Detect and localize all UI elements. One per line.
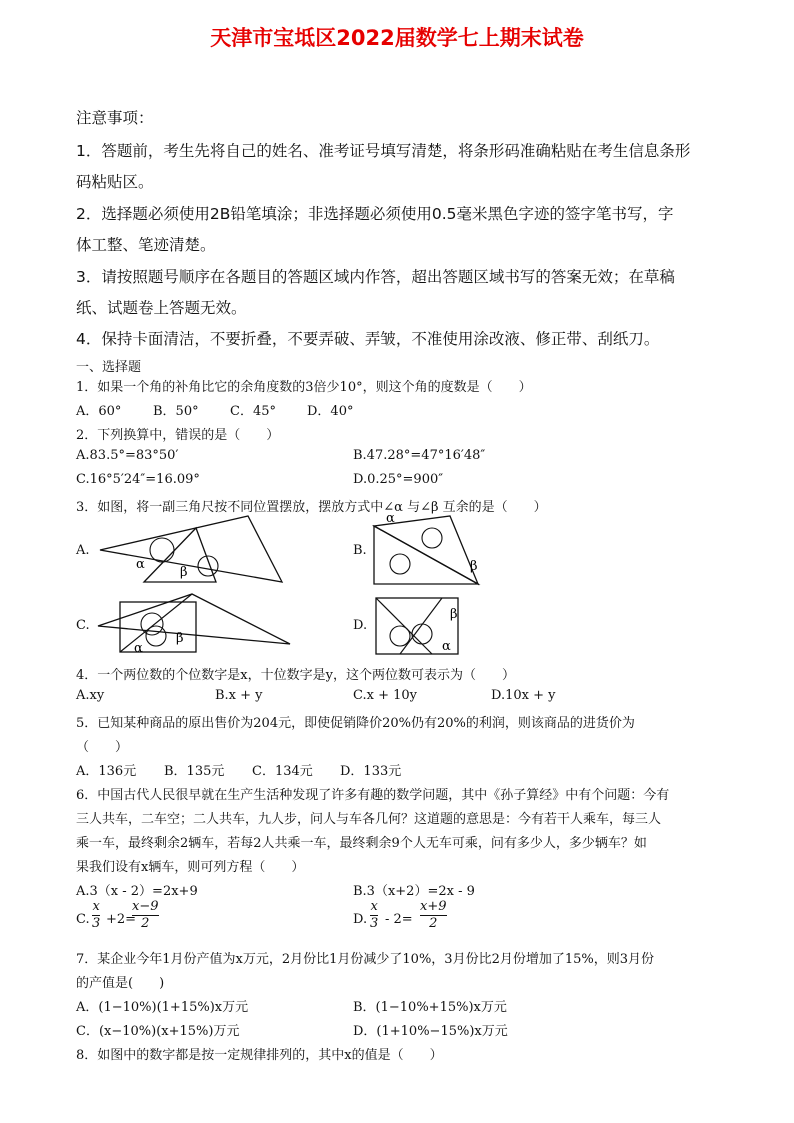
question-6-line: 果我们设有x辆车，则可列方程（ ）: [76, 860, 305, 875]
alpha-label: α: [136, 557, 145, 572]
denominator: 3: [370, 915, 379, 931]
question-8-stem: 8．如图中的数字都是按一定规律排列的，其中x的值是（ ）: [76, 1048, 443, 1063]
question-6-option-d-label: D.: [353, 912, 368, 927]
beta-label: β: [176, 631, 184, 646]
page-title: 天津市宝坻区2022届数学七上期末试卷: [210, 26, 584, 50]
question-3-option-c: C.: [76, 618, 90, 633]
question-7-option-c: C．(x−10%)(x+15%)万元: [76, 1024, 240, 1039]
question-7-stem-cont: 的产值是( ): [76, 976, 165, 991]
notice-line: 2．选择题必须使用2B铅笔填涂；非选择题必须使用0.5毫米黑色字迹的签字笔书写，字: [76, 205, 674, 223]
notice-line: 码粘贴区。: [76, 173, 154, 191]
question-4-stem: 4．一个两位数的个位数字是x，十位数字是y，这个两位数可表示为（ ）: [76, 668, 515, 683]
alpha-label: α: [442, 639, 451, 654]
beta-label: β: [180, 565, 188, 580]
question-2-option-b: B.47.28°=47°16′48″: [353, 448, 486, 463]
question-7-option-d: D．(1+10%−15%)x万元: [353, 1024, 508, 1039]
question-5-option-c: C．134元: [252, 764, 313, 779]
numerator: x: [370, 899, 378, 914]
fraction: [370, 900, 378, 930]
section-heading: 一、选择题: [76, 360, 142, 375]
fraction: [92, 900, 100, 930]
question-4-option-c: C.x + 10y: [353, 688, 417, 703]
question-5-option-d: D．133元: [340, 764, 402, 779]
question-7-option-a: A．(1−10%)(1+15%)x万元: [76, 1000, 249, 1015]
question-3-option-d: D.: [353, 618, 368, 633]
question-7-stem: 7．某企业今年1月份产值为x万元，2月份比1月份减少了10%，3月份比2月份增加了15%，则3月份: [76, 952, 655, 967]
question-3-option-b: B.: [353, 543, 367, 558]
notice-heading: 注意事项：: [76, 109, 154, 127]
triangle-figure-a: [96, 510, 296, 586]
question-1-stem: 1．如果一个角的补角比它的余角度数的3倍少10°，则这个角的度数是（ ）: [76, 380, 532, 395]
equation-operator: - 2=: [385, 912, 413, 927]
notice-line: 3．请按照题号顺序在各题目的答题区域内作答，超出答题区域书写的答案无效；在草稿: [76, 268, 675, 286]
triangle-figure-b: [370, 508, 490, 588]
question-2-option-c: C.16°5′24″=16.09°: [76, 472, 200, 487]
fraction: [132, 900, 159, 930]
question-2-option-a: A.83.5°=83°50′: [76, 448, 179, 463]
notice-line: 纸、试题卷上答题无效。: [76, 299, 247, 317]
fraction: [420, 900, 447, 930]
triangle-figure-d: [372, 594, 472, 658]
question-4-option-b: B.x + y: [215, 688, 263, 703]
question-4-option-a: A.xy: [76, 688, 105, 703]
denominator: 2: [141, 915, 150, 931]
question-1-option-a: A．60°: [76, 404, 122, 419]
alpha-label: α: [386, 511, 395, 526]
question-7-option-b: B．(1−10%+15%)x万元: [353, 1000, 507, 1015]
numerator: x−9: [132, 899, 159, 914]
question-3-option-a: A.: [76, 543, 90, 558]
triangle-figure-c: [94, 590, 294, 656]
question-6-line: 三人共车，二车空；二人共车，九人步，问人与车各几何？这道题的意思是：今有若干人乘车，每三人: [76, 812, 662, 827]
question-5-option-b: B．135元: [164, 764, 225, 779]
question-4-option-d: D.10x + y: [491, 688, 556, 703]
question-6-line: 乘一车，最终剩余2辆车，若每2人共乘一车，最终剩余9个人无车可乘，问有多少人，多少辆车？如: [76, 836, 647, 851]
question-6-option-c-label: C.: [76, 912, 90, 927]
question-3-stem: 3．如图，将一副三角尺按不同位置摆放，摆放方式中∠α 与∠β 互余的是（ ）: [76, 500, 547, 515]
question-5-stem-cont: （ ）: [76, 740, 129, 755]
question-2-stem: 2．下列换算中，错误的是（ ）: [76, 428, 280, 443]
question-1-option-d: D．40°: [307, 404, 354, 419]
question-1-option-c: C．45°: [230, 404, 276, 419]
denominator: 3: [92, 915, 101, 931]
notice-line: 1．答题前，考生先将自己的姓名、准考证号填写清楚，将条形码准确粘贴在考生信息条形: [76, 142, 691, 160]
question-1-option-b: B．50°: [153, 404, 199, 419]
question-5-stem: 5．已知某种商品的原出售价为204元，即使促销降价20%仍有20%的利润，则该商品的进货价为: [76, 716, 635, 731]
notice-line: 4．保持卡面清洁，不要折叠，不要弄破、弄皱，不准使用涂改液、修正带、刮纸刀。: [76, 330, 660, 348]
question-2-option-d: D.0.25°=900″: [353, 472, 444, 487]
question-6-option-a: A.3（x - 2）=2x+9: [76, 884, 198, 899]
notice-line: 体工整、笔迹清楚。: [76, 236, 216, 254]
question-6-line: 6．中国古代人民很早就在生产生活种发现了许多有趣的数学问题，其中《孙子算经》中有个问题：今有: [76, 788, 670, 803]
denominator: 2: [429, 915, 438, 931]
equation-operator: +2=: [106, 912, 137, 927]
question-6-option-b: B.3（x+2）=2x - 9: [353, 884, 475, 899]
question-5-option-a: A．136元: [76, 764, 137, 779]
beta-label: β: [450, 607, 458, 622]
numerator: x+9: [420, 899, 447, 914]
numerator: x: [92, 899, 100, 914]
beta-label: β: [470, 559, 478, 574]
alpha-label: α: [134, 641, 143, 656]
